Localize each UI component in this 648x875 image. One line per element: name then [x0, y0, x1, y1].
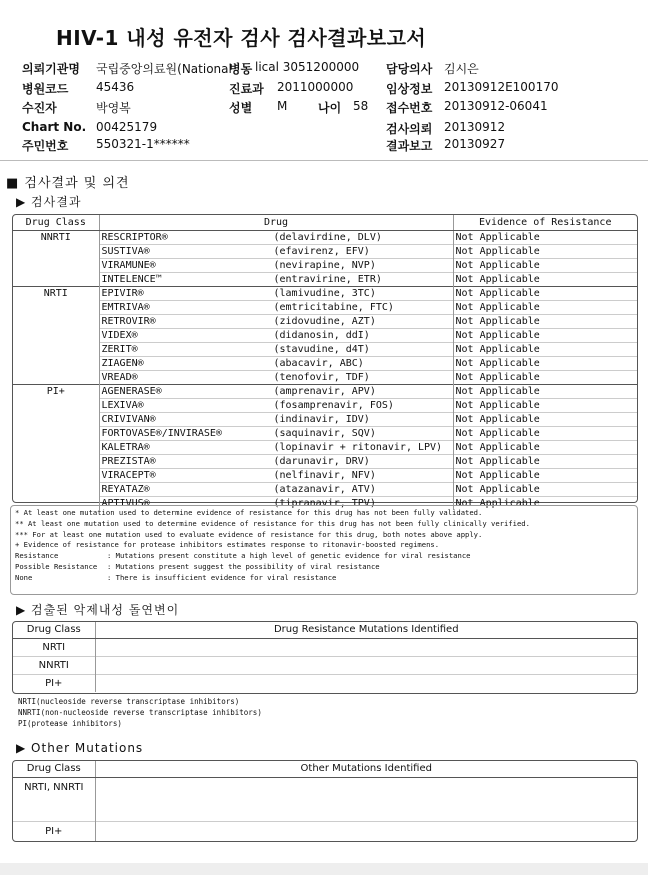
chart-no-label: Chart No.	[22, 120, 87, 134]
institution-label: 의뢰기관명	[22, 62, 80, 76]
drug-cell	[99, 314, 453, 328]
drug-generic-name: (nelfinavir, NFV)	[273, 469, 376, 481]
drug-row	[13, 384, 637, 398]
drug-cell	[99, 426, 453, 440]
patient-value: 박영복	[96, 101, 131, 115]
mut-class-cell: PI+	[13, 674, 95, 692]
drug-row	[13, 328, 637, 342]
drug-generic-name: (delavirdine, DLV)	[273, 231, 382, 243]
drug-brand-name: CRIVIVAN®	[101, 413, 156, 425]
drug-row	[13, 398, 637, 412]
definition-text: : Mutations present constitute a high level of genetic evidence for viral resistance	[107, 551, 471, 561]
report-title: HIV-1 내성 유전자 검사 검사결과보고서	[56, 26, 427, 50]
drug-cell	[99, 286, 453, 300]
drug-row	[13, 230, 637, 244]
resident-no-label: 주민번호	[22, 139, 69, 153]
definition-row	[15, 573, 633, 584]
drug-row	[13, 272, 637, 286]
drug-cell	[99, 300, 453, 314]
drug-generic-name: (entravirine, ETR)	[273, 273, 382, 285]
drug-brand-name: RETROVIR®	[101, 315, 156, 327]
drug-brand-name: RESCRIPTOR®	[101, 231, 168, 243]
evidence-cell: Not Applicable	[453, 286, 637, 300]
drug-cell	[99, 258, 453, 272]
sex-label: 성별	[229, 101, 253, 115]
other-col-identified: Other Mutations Identified	[95, 761, 637, 777]
header-divider	[0, 160, 648, 161]
drug-row	[13, 482, 637, 496]
drug-cell	[99, 482, 453, 496]
evidence-cell: Not Applicable	[453, 230, 637, 244]
mutations-title: ▶ 검출된 악제내성 돌연변이	[16, 603, 180, 617]
age-value: 58	[353, 99, 369, 113]
drug-brand-name: FORTOVASE®/INVIRASE®	[101, 427, 222, 439]
drug-generic-name: (darunavir, DRV)	[273, 455, 370, 467]
mut-class-cell: NNRTI	[13, 656, 95, 674]
notes-box	[10, 505, 638, 595]
definition-term: Resistance	[15, 551, 59, 561]
report-date-label: 결과보고	[386, 139, 433, 153]
evidence-cell: Not Applicable	[453, 468, 637, 482]
drug-brand-name: VIRACEPT®	[101, 469, 156, 481]
note-line: *** For at least one mutation used to evaluate evidence of resistance for this drug, both notes above apply.	[15, 529, 483, 539]
note-line: + Evidence of resistance for protease inhibitors estimates response to ritonavir-boosted regimens.	[15, 540, 440, 550]
drug-generic-name: (zidovudine, AZT)	[273, 315, 376, 327]
other-class-cell: NRTI, NNRTI	[13, 777, 95, 822]
department-label: 진료과	[229, 82, 264, 96]
drug-row	[13, 286, 637, 300]
evidence-cell: Not Applicable	[453, 426, 637, 440]
evidence-cell: Not Applicable	[453, 342, 637, 356]
request-date-value: 20130912	[444, 120, 506, 134]
evidence-cell: Not Applicable	[453, 398, 637, 412]
request-date-label: 검사의뢰	[386, 122, 433, 136]
drug-class-cell: PI+	[13, 384, 99, 510]
footer-band	[0, 863, 648, 875]
definition-term: Possible Resistance	[15, 561, 98, 571]
drug-cell	[99, 370, 453, 384]
other-mutations-table	[13, 761, 637, 841]
drug-generic-name: (indinavir, IDV)	[273, 413, 370, 425]
drug-generic-name: (nevirapine, NVP)	[273, 259, 376, 271]
drug-generic-name: (abacavir, ABC)	[273, 357, 364, 369]
mut-class-cell: NRTI	[13, 638, 95, 656]
mutations-table-box	[12, 621, 638, 694]
evidence-cell: Not Applicable	[453, 370, 637, 384]
drug-class-cell: NNRTI	[40, 231, 71, 243]
col-drug: Drug	[99, 215, 453, 230]
drug-cell	[99, 412, 453, 426]
drug-row	[13, 454, 637, 468]
evidence-cell: Not Applicable	[453, 412, 637, 426]
evidence-cell: Not Applicable	[453, 300, 637, 314]
drug-brand-name: REYATAZ®	[101, 483, 150, 495]
col-evidence: Evidence of Resistance	[453, 215, 637, 230]
drug-row	[13, 258, 637, 272]
section-results-title: ■ 검사결과 및 의견	[6, 176, 130, 191]
definition-text: : Mutations present suggest the possibility of viral resistance	[107, 561, 380, 571]
evidence-cell: Not Applicable	[453, 384, 637, 398]
evidence-cell: Not Applicable	[453, 272, 637, 286]
drug-generic-name: (saquinavir, SQV)	[273, 427, 376, 439]
evidence-cell: Not Applicable	[453, 454, 637, 468]
drug-row	[13, 370, 637, 384]
drug-row	[13, 300, 637, 314]
ward-label: 병동	[229, 62, 253, 76]
doctor-label: 담당의사	[386, 62, 433, 76]
drug-cell	[99, 272, 453, 286]
drug-row	[13, 314, 637, 328]
evidence-cell: Not Applicable	[453, 496, 637, 510]
results-table-box	[12, 214, 638, 509]
sex-value: M	[277, 99, 288, 113]
other-mutations-table-box	[12, 760, 638, 842]
drug-generic-name: (amprenavir, APV)	[273, 385, 376, 397]
other-col-class: Drug Class	[13, 761, 95, 777]
drug-brand-name: ZERIT®	[101, 343, 138, 355]
drug-cell	[99, 342, 453, 356]
drug-row	[13, 356, 637, 370]
drug-row	[13, 468, 637, 482]
drug-generic-name: (fosamprenavir, FOS)	[273, 399, 394, 411]
receipt-no-value: 20130912-06041	[444, 99, 548, 113]
resident-no-value: 550321-1******	[96, 137, 190, 151]
drug-generic-name: (emtricitabine, FTC)	[273, 301, 394, 313]
drug-cell	[99, 328, 453, 342]
mutations-table	[13, 622, 637, 692]
abbr-pi: PI(protease inhibitors)	[18, 719, 122, 728]
drug-cell	[99, 440, 453, 454]
other-mutations-title: ▶ Other Mutations	[16, 741, 144, 755]
col-drug-class: Drug Class	[13, 215, 99, 230]
other-value-cell	[95, 777, 637, 822]
drug-cell	[99, 356, 453, 370]
drug-row	[13, 412, 637, 426]
drug-brand-name: VIDEX®	[101, 329, 138, 341]
institution-value: 국립중앙의료원(National	[96, 62, 232, 76]
definition-row	[15, 562, 633, 573]
drug-row	[13, 244, 637, 258]
drug-brand-name: INTELENCE™	[101, 273, 162, 285]
abbr-nnrti: NNRTI(non-nucleoside reverse transcriptase inhibitors)	[18, 708, 262, 717]
drug-cell	[99, 384, 453, 398]
drug-generic-name: (didanosin, ddI)	[273, 329, 370, 341]
drug-brand-name: SUSTIVA®	[101, 245, 150, 257]
evidence-cell: Not Applicable	[453, 314, 637, 328]
note-line: ** At least one mutation used to determine evidence of resistance for this drug has not been fully clinically verified.	[15, 518, 530, 528]
other-value-cell	[95, 822, 637, 841]
drug-row	[13, 342, 637, 356]
drug-brand-name: KALETRA®	[101, 441, 150, 453]
drug-brand-name: EMTRIVA®	[101, 301, 150, 313]
other-class-cell: PI+	[13, 822, 95, 841]
evidence-cell: Not Applicable	[453, 440, 637, 454]
mut-value-cell	[95, 674, 637, 692]
drug-brand-name: LEXIVA®	[101, 399, 144, 411]
drug-generic-name: (atazanavir, ATV)	[273, 483, 376, 495]
mut-value-cell	[95, 656, 637, 674]
chart-no-value: 00425179	[96, 120, 158, 134]
clinical-info-value: 20130912E100170	[444, 80, 559, 94]
note-line: * At least one mutation used to determine evidence of resistance for this drug has not been fully validated.	[15, 508, 483, 517]
doctor-value: 김시은	[444, 62, 479, 76]
drug-brand-name: VREAD®	[101, 371, 138, 383]
drug-generic-name: (lamivudine, 3TC)	[273, 287, 376, 299]
clinical-info-label: 임상정보	[386, 82, 433, 96]
drug-cell	[99, 398, 453, 412]
drug-brand-name: PREZISTA®	[101, 455, 156, 467]
drug-cell	[99, 468, 453, 482]
drug-row	[13, 440, 637, 454]
drug-cell	[99, 230, 453, 244]
definition-text: : There is insufficient evidence for viral resistance	[107, 572, 337, 582]
age-label: 나이	[318, 101, 342, 115]
hospital-code-value: 45436	[96, 80, 135, 94]
drug-cell	[99, 454, 453, 468]
mut-col-identified: Drug Resistance Mutations Identified	[95, 622, 637, 638]
department-value: 2011000000	[277, 80, 354, 94]
drug-brand-name: ZIAGEN®	[101, 357, 144, 369]
mut-value-cell	[95, 638, 637, 656]
drug-brand-name: APTIVUS®	[101, 497, 150, 509]
drug-generic-name: (stavudine, d4T)	[273, 343, 370, 355]
evidence-cell: Not Applicable	[453, 328, 637, 342]
drug-generic-name: (lopinavir + ritonavir, LPV)	[273, 441, 443, 453]
patient-label: 수진자	[22, 101, 57, 115]
results-subtitle: ▶ 검사결과	[16, 195, 82, 209]
evidence-cell: Not Applicable	[453, 244, 637, 258]
drug-brand-name: VIRAMUNE®	[101, 259, 156, 271]
evidence-cell: Not Applicable	[453, 258, 637, 272]
drug-brand-name: EPIVIR®	[101, 287, 144, 299]
drug-generic-name: (efavirenz, EFV)	[273, 245, 370, 257]
report-date-value: 20130927	[444, 137, 506, 151]
mut-col-class: Drug Class	[13, 622, 95, 638]
drug-generic-name: (tenofovir, TDF)	[273, 371, 370, 383]
evidence-cell: Not Applicable	[453, 482, 637, 496]
drug-brand-name: AGENERASE®	[101, 385, 162, 397]
results-body	[13, 230, 637, 510]
drug-generic-name: (tipranavir, TPV)	[273, 497, 376, 509]
hospital-code-label: 병원코드	[22, 82, 69, 96]
definition-term: None	[15, 572, 33, 582]
drug-cell	[99, 244, 453, 258]
evidence-cell: Not Applicable	[453, 356, 637, 370]
receipt-no-label: 접수번호	[386, 101, 433, 115]
results-table	[13, 215, 637, 510]
drug-class-cell: NRTI	[13, 286, 99, 384]
ward-value: lical 3051200000	[255, 60, 360, 74]
drug-row	[13, 426, 637, 440]
abbr-nrti: NRTI(nucleoside reverse transcriptase inhibitors)	[18, 697, 240, 706]
definition-row	[15, 551, 633, 562]
